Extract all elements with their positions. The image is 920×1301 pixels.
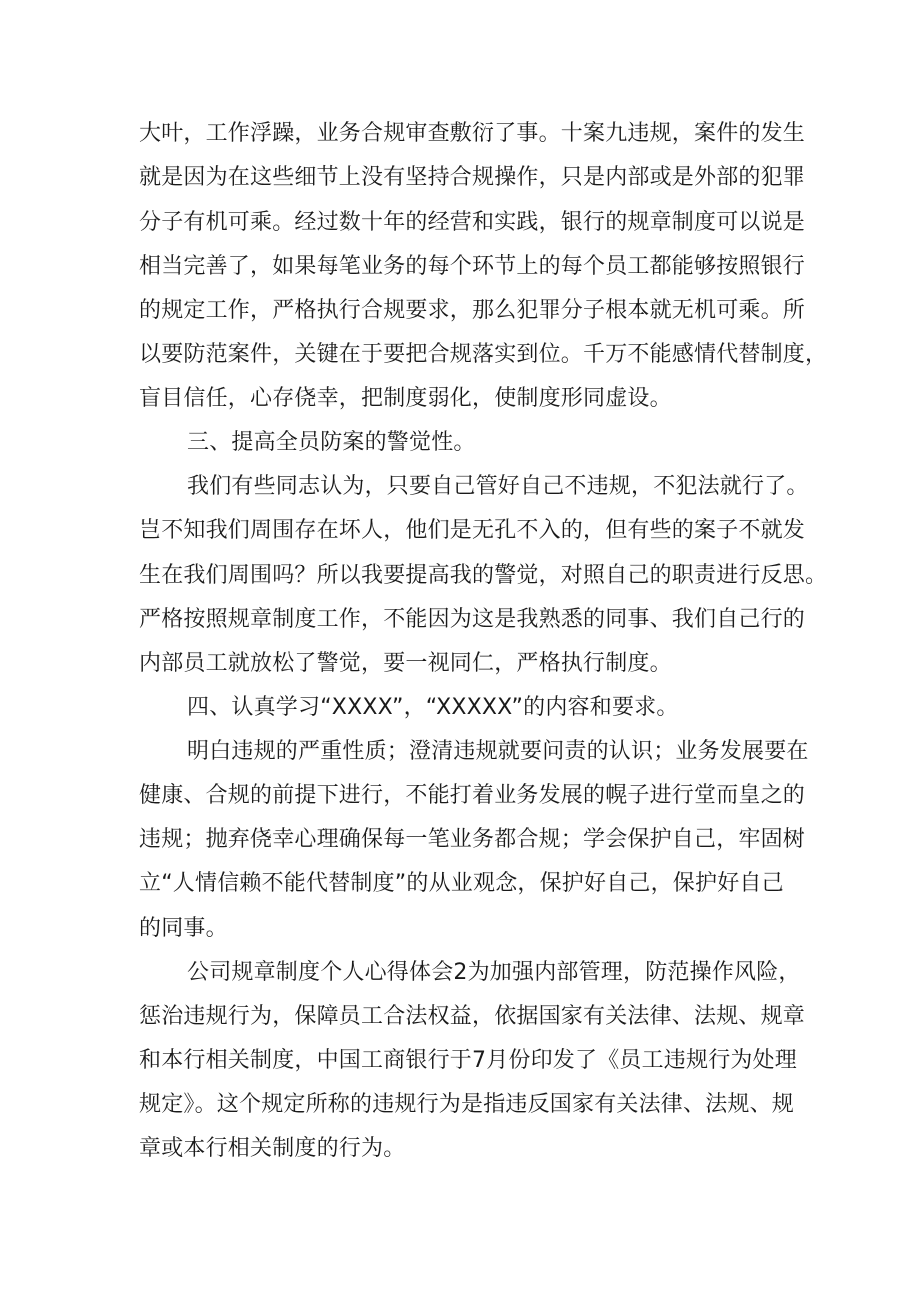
text-line: 盲目信任，心存侥幸，把制度弱化，使制度形同虚设。	[139, 386, 672, 411]
section-heading: 三、提高全员防案的警觉性。	[187, 430, 476, 455]
text-line: 分子有机可乘。经过数十年的经营和实践，银行的规章制度可以说是	[139, 210, 806, 235]
text-line: 的同事。	[139, 916, 228, 941]
text-line: 章或本行相关制度的行为。	[139, 1136, 406, 1161]
text-line: 违规；抛弃侥幸心理确保每一笔业务都合规；学会保护自己，牢固树	[139, 827, 806, 852]
text-line: 和本行相关制度，中国工商银行于7月份印发了《员工违规行为处理	[139, 1048, 797, 1073]
text-line: 我们有些同志认为，只要自己管好自己不违规，不犯法就行了。	[187, 474, 809, 499]
text-line: 就是因为在这些细节上没有坚持合规操作，只是内部或是外部的犯罪	[139, 165, 806, 190]
text-line: 以要防范案件，关键在于要把合规落实到位。千万不能感情代替制度，	[139, 342, 828, 367]
text-line: 生在我们周围吗？所以我要提高我的警觉，对照自己的职责进行反思。	[139, 563, 828, 588]
text-line: 立“人情信赖不能代替制度”的从业观念，保护好自己，保护好自己	[139, 871, 784, 896]
text-line: 健康、合规的前提下进行，不能打着业务发展的幌子进行堂而皇之的	[139, 783, 806, 808]
text-line: 严格按照规章制度工作，不能因为这是我熟悉的同事、我们自己行的	[139, 607, 806, 632]
text-line: 相当完善了，如果每笔业务的每个环节上的每个员工都能够按照银行	[139, 254, 806, 279]
section-heading: 四、认真学习“XXXX”，“XXXXX”的内容和要求。	[187, 695, 679, 720]
text-line: 的规定工作，严格执行合规要求，那么犯罪分子根本就无机可乘。所	[139, 298, 806, 323]
text-line: 惩治违规行为，保障员工合法权益，依据国家有关法律、法规、规章	[139, 1004, 806, 1029]
text-line: 规定》。这个规定所称的违规行为是指违反国家有关法律、法规、规	[139, 1092, 795, 1117]
text-line: 岂不知我们周围存在坏人，他们是无孔不入的，但有些的案子不就发	[139, 518, 806, 543]
text-line: 公司规章制度个人心得体会2为加强内部管理，防范操作风险，	[187, 960, 801, 985]
text-line: 明白违规的严重性质；澄清违规就要问责的认识；业务发展要在	[187, 739, 809, 764]
text-line: 大叶，工作浮躁，业务合规审查敷衍了事。十案九违规，案件的发生	[139, 121, 806, 146]
text-line: 内部员工就放松了警觉，要一视同仁，严格执行制度。	[139, 651, 672, 676]
